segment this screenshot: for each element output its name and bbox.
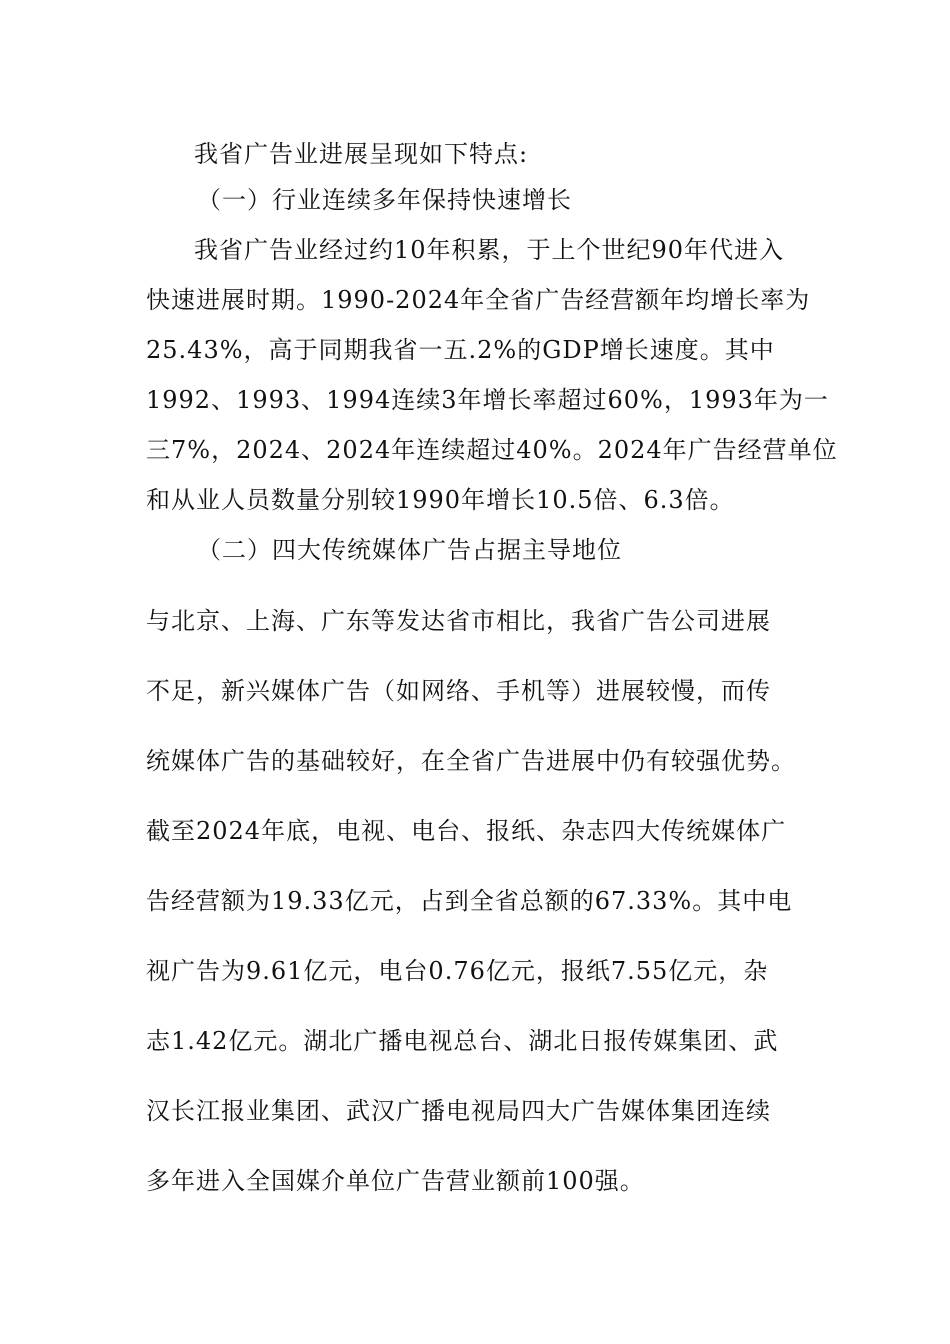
- section-1-line-2: 快速进展时期。1990-2024年全省广告经营额年均增长率为: [146, 286, 811, 314]
- section-1-line-6: 和从业人员数量分别较1990年增长10.5倍、6.3倍。: [146, 486, 735, 514]
- section-1-line-1: 我省广告业经过约10年积累，于上个世纪90年代进入: [194, 236, 785, 264]
- section-1-line-4: 1992、1993、1994连续3年增长率超过60%，1993年为一: [146, 386, 829, 414]
- section-2-line-9: 多年进入全国媒介单位广告营业额前100强。: [146, 1167, 645, 1195]
- section-2-line-3: 统媒体广告的基础较好，在全省广告进展中仍有较强优势。: [146, 747, 796, 775]
- section-2-heading: （二）四大传统媒体广告占据主导地位: [197, 536, 622, 564]
- section-2-line-4: 截至2024年底，电视、电台、报纸、杂志四大传统媒体广: [146, 817, 787, 845]
- section-2-line-6: 视广告为9.61亿元，电台0.76亿元，报纸7.55亿元，杂: [146, 957, 769, 985]
- section-1-line-5: 三7%，2024、2024年连续超过40%。2024年广告经营单位: [146, 436, 838, 464]
- section-2-line-5: 告经营额为19.33亿元，占到全省总额的67.33%。其中电: [146, 887, 793, 915]
- section-1-line-3: 25.43%，高于同期我省一五.2%的GDP增长速度。其中: [146, 336, 775, 364]
- section-2-line-7: 志1.42亿元。湖北广播电视总台、湖北日报传媒集团、武: [146, 1027, 779, 1055]
- section-2-line-1: 与北京、上海、广东等发达省市相比，我省广告公司进展: [146, 607, 771, 635]
- section-2-line-8: 汉长江报业集团、武汉广播电视局四大广告媒体集团连续: [146, 1097, 771, 1125]
- intro-paragraph: 我省广告业进展呈现如下特点:: [194, 140, 529, 168]
- section-1-heading: （一）行业连续多年保持快速增长: [197, 186, 572, 214]
- section-2-line-2: 不足，新兴媒体广告（如网络、手机等）进展较慢，而传: [146, 677, 771, 705]
